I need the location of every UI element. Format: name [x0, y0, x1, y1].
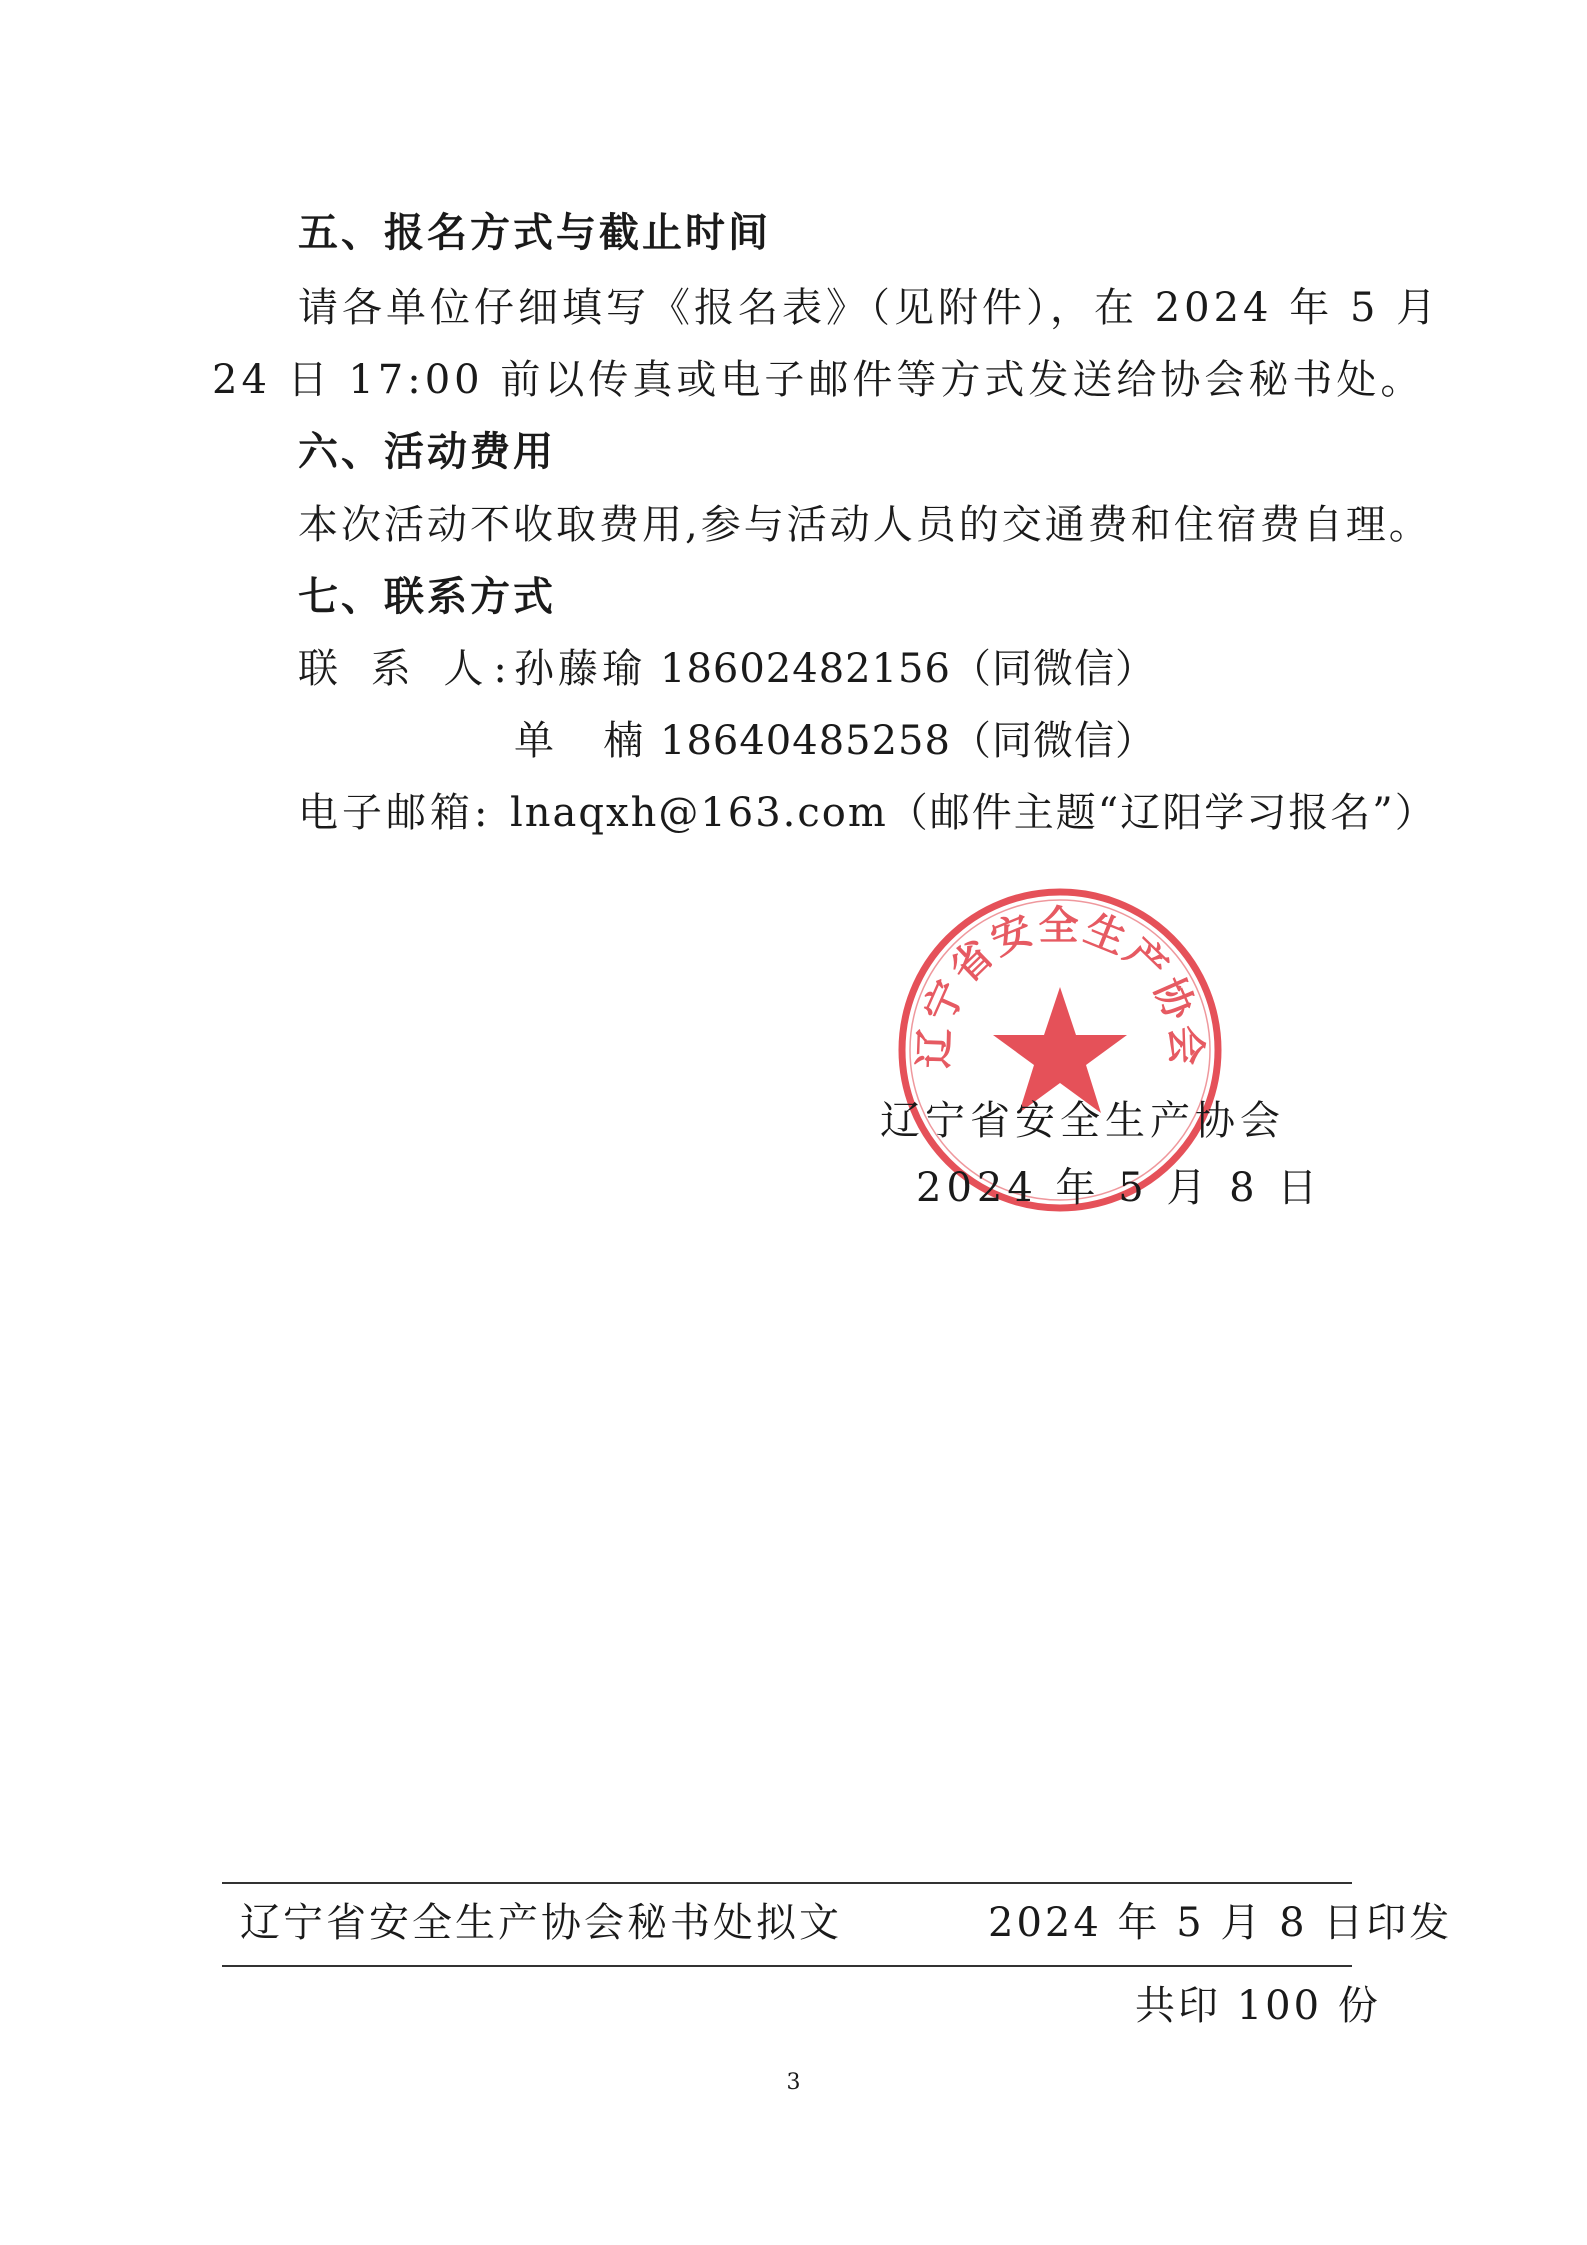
contact-label: 联 系 人:: [298, 646, 517, 692]
email-label: 电子邮箱:: [298, 790, 492, 836]
signature-date: 2024 年 5 月 8 日: [916, 1165, 1323, 1211]
page-number: 3: [786, 2070, 801, 2095]
paragraph-line: 请各单位仔细填写《报名表》（见附件），在 2024 年 5 月: [298, 285, 1441, 331]
contact-phone: 18640485258（同微信）: [660, 718, 1156, 764]
footer-copies: 共印 100 份: [1135, 1983, 1381, 2029]
email-value: lnaqxh@163.com（邮件主题“辽阳学习报名”）: [510, 790, 1437, 836]
footer-issue-date: 2024 年 5 月 8 日印发: [988, 1900, 1453, 1946]
section-heading-registration: 五、报名方式与截止时间: [298, 210, 771, 256]
seal-text: 辽宁省安全生产协会: [911, 903, 1209, 1070]
footer-drafter: 辽宁省安全生产协会秘书处拟文: [240, 1900, 842, 1946]
contact-phone: 18602482156（同微信）: [660, 646, 1156, 692]
paragraph-line: 本次活动不收取费用,参与活动人员的交通费和住宿费自理。: [298, 502, 1432, 548]
footer-rule-bottom: [222, 1965, 1352, 1967]
contact-name: 孙藤瑜: [514, 646, 646, 692]
footer-rule-top: [222, 1882, 1352, 1884]
contact-name: 单 楠: [514, 718, 652, 764]
section-heading-contact: 七、联系方式: [298, 574, 556, 620]
signature-organization: 辽宁省安全生产协会: [880, 1098, 1285, 1144]
section-heading-fees: 六、活动费用: [298, 429, 556, 475]
paragraph-line: 24 日 17:00 前以传真或电子邮件等方式发送给协会秘书处。: [212, 357, 1425, 403]
